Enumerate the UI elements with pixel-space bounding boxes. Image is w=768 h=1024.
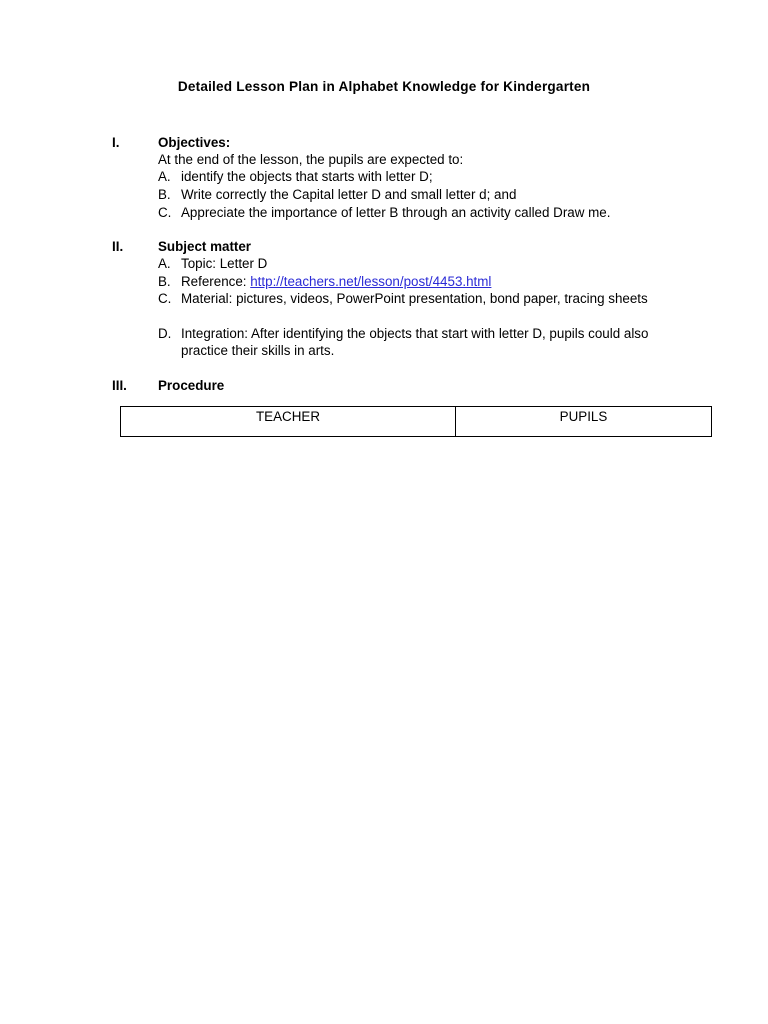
list-marker: D. [158, 326, 172, 341]
section-heading: Objectives: [158, 135, 231, 150]
list-item [158, 168, 698, 185]
list-marker: A. [158, 169, 171, 184]
list-item [158, 325, 698, 359]
list-item-text: Write correctly the Capital letter D and small letter d; and [181, 187, 517, 202]
list-item [158, 204, 698, 221]
list-item-text [181, 273, 698, 290]
list-marker: C. [158, 205, 172, 220]
list-item-text: Appreciate the importance of letter B through an activity called Draw me. [181, 205, 611, 220]
table-header-row [121, 407, 712, 437]
list-item-text: identify the objects that starts with letter D; [181, 169, 433, 184]
section-number: II. [112, 239, 124, 254]
list-item-text: Material: pictures, videos, PowerPoint presentation, bond paper, tracing sheets [181, 291, 648, 306]
list-item [158, 290, 698, 307]
section-heading: Procedure [158, 378, 225, 393]
list-item [158, 255, 698, 272]
list-item [158, 186, 698, 203]
section-number: I. [112, 135, 120, 150]
list-item-text: Topic: Letter D [181, 256, 268, 271]
section-heading: Subject matter [158, 239, 252, 254]
procedure-table [120, 406, 712, 437]
objectives-intro: At the end of the lesson, the pupils are expected to: [158, 152, 464, 167]
document-title: Detailed Lesson Plan in Alphabet Knowledge for Kindergarten [177, 79, 591, 94]
list-marker: C. [158, 291, 172, 306]
reference-link[interactable]: http://teachers.net/lesson/post/4453.html [250, 274, 492, 289]
reference-label: Reference: [181, 274, 251, 289]
list-marker: B. [158, 274, 171, 289]
teacher-column-header: TEACHER [121, 407, 456, 437]
list-item-text: Integration: After identifying the objects that start with letter D, pupils could also practice their skills in arts. [181, 326, 649, 359]
list-marker: B. [158, 187, 171, 202]
section-number: III. [112, 378, 127, 393]
pupils-column-header: PUPILS [456, 407, 712, 437]
list-item [158, 273, 698, 290]
list-marker: A. [158, 256, 171, 271]
